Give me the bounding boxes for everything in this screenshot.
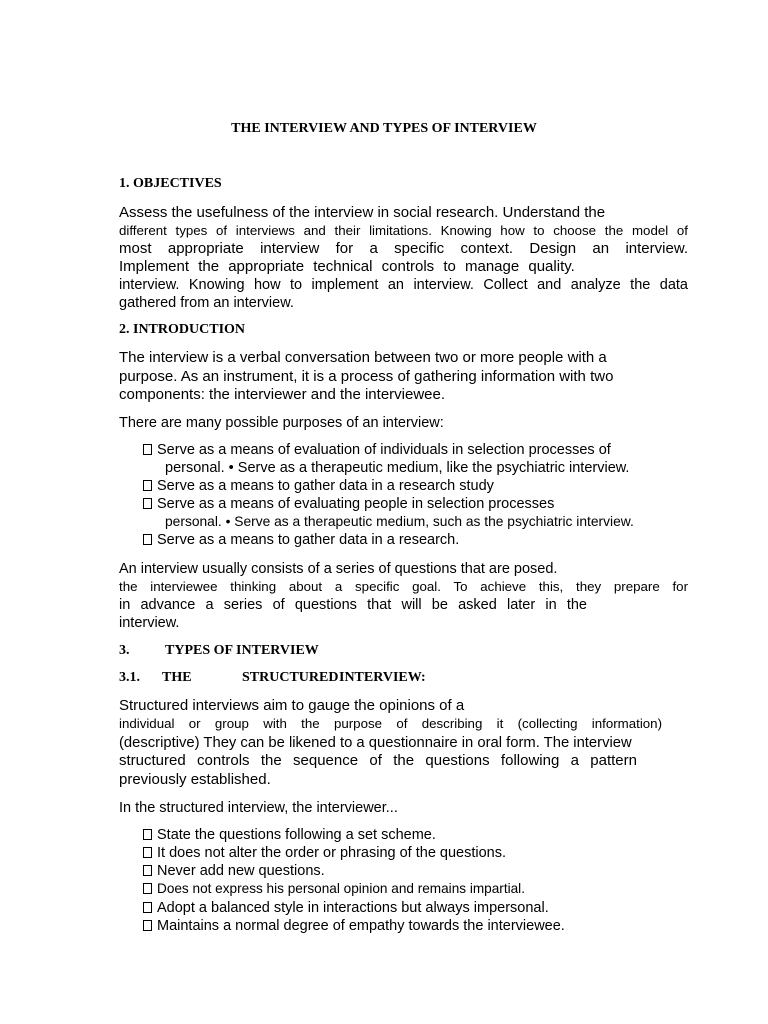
structured-list-intro: In the structured interview, the interviewer... <box>119 800 398 816</box>
introduction-closing-line-4: interview. <box>119 615 180 631</box>
introduction-line-2: purpose. As an instrument, it is a process of gathering information with two <box>119 368 614 385</box>
objectives-heading: 1. OBJECTIVES <box>119 176 222 191</box>
structured-item: State the questions following a set scheme. <box>143 826 436 844</box>
document-title: THE INTERVIEW AND TYPES OF INTERVIEW <box>231 121 537 136</box>
purpose-item: Serve as a means of evaluating people in selection processes <box>143 495 554 513</box>
introduction-closing-line-3: in advance a series of questions that will be asked later in the <box>119 597 587 613</box>
checkbox-icon <box>143 829 152 840</box>
purpose-item-continuation: personal. • Serve as a therapeutic medium, like the psychiatric interview. <box>165 460 630 476</box>
objectives-line-6: gathered from an interview. <box>119 295 294 311</box>
purpose-item: Serve as a means of evaluation of individuals in selection processes of <box>143 441 611 459</box>
introduction-line-1: The interview is a verbal conversation between two or more people with a <box>119 349 607 366</box>
checkbox-icon <box>143 534 152 545</box>
purposes-intro: There are many possible purposes of an interview: <box>119 415 444 431</box>
structured-item: Does not express his personal opinion and remains impartial. <box>143 880 525 898</box>
checkbox-icon <box>143 847 152 858</box>
structured-line-4: structured controls the sequence of the questions following a pattern <box>119 752 637 769</box>
purpose-item: Serve as a means to gather data in a research study <box>143 477 494 495</box>
structured-heading-number: 3.1. <box>119 670 140 685</box>
checkbox-icon <box>143 480 152 491</box>
introduction-closing-line-1: An interview usually consists of a series of questions that are posed. <box>119 561 558 577</box>
structured-heading-word: THE <box>162 670 192 685</box>
introduction-heading: 2. INTRODUCTION <box>119 322 246 337</box>
introduction-line-3: components: the interviewer and the interviewee. <box>119 386 446 403</box>
checkbox-icon <box>143 883 152 894</box>
structured-heading-word: INTERVIEW: <box>339 670 426 685</box>
structured-line-5: previously established. <box>119 771 271 788</box>
structured-item: Never add new questions. <box>143 862 325 880</box>
structured-line-2: individual or group with the purpose of describing it (collecting information) <box>119 716 662 731</box>
structured-item: Adopt a balanced style in interactions but always impersonal. <box>143 899 549 917</box>
types-heading-number: 3. <box>119 643 130 658</box>
introduction-closing-line-2: the interviewee thinking about a specific goal. To achieve this, they prepare for <box>119 579 688 594</box>
checkbox-icon <box>143 444 152 455</box>
objectives-line-4: Implement the appropriate technical controls to manage quality. <box>119 258 575 275</box>
checkbox-icon <box>143 498 152 509</box>
objectives-line-5: interview. Knowing how to implement an interview. Collect and analyze the data <box>119 277 688 293</box>
types-heading: TYPES OF INTERVIEW <box>165 643 319 658</box>
objectives-line-1: Assess the usefulness of the interview in social research. Understand the <box>119 204 606 221</box>
purpose-item: Serve as a means to gather data in a research. <box>143 531 459 549</box>
objectives-line-3: most appropriate interview for a specific context. Design an interview. <box>119 240 688 257</box>
checkbox-icon <box>143 902 152 913</box>
structured-heading-word: STRUCTURED <box>242 670 339 685</box>
structured-line-3: (descriptive) They can be likened to a questionnaire in oral form. The interview <box>119 735 632 751</box>
structured-item: It does not alter the order or phrasing of the questions. <box>143 844 506 862</box>
structured-item: Maintains a normal degree of empathy towards the interviewee. <box>143 917 565 935</box>
objectives-line-2: different types of interviews and their limitations. Knowing how to choose the model of <box>119 223 688 238</box>
checkbox-icon <box>143 920 152 931</box>
structured-line-1: Structured interviews aim to gauge the opinions of a <box>119 697 465 714</box>
checkbox-icon <box>143 865 152 876</box>
purpose-item-continuation: personal. • Serve as a therapeutic medium, such as the psychiatric interview. <box>165 514 634 529</box>
